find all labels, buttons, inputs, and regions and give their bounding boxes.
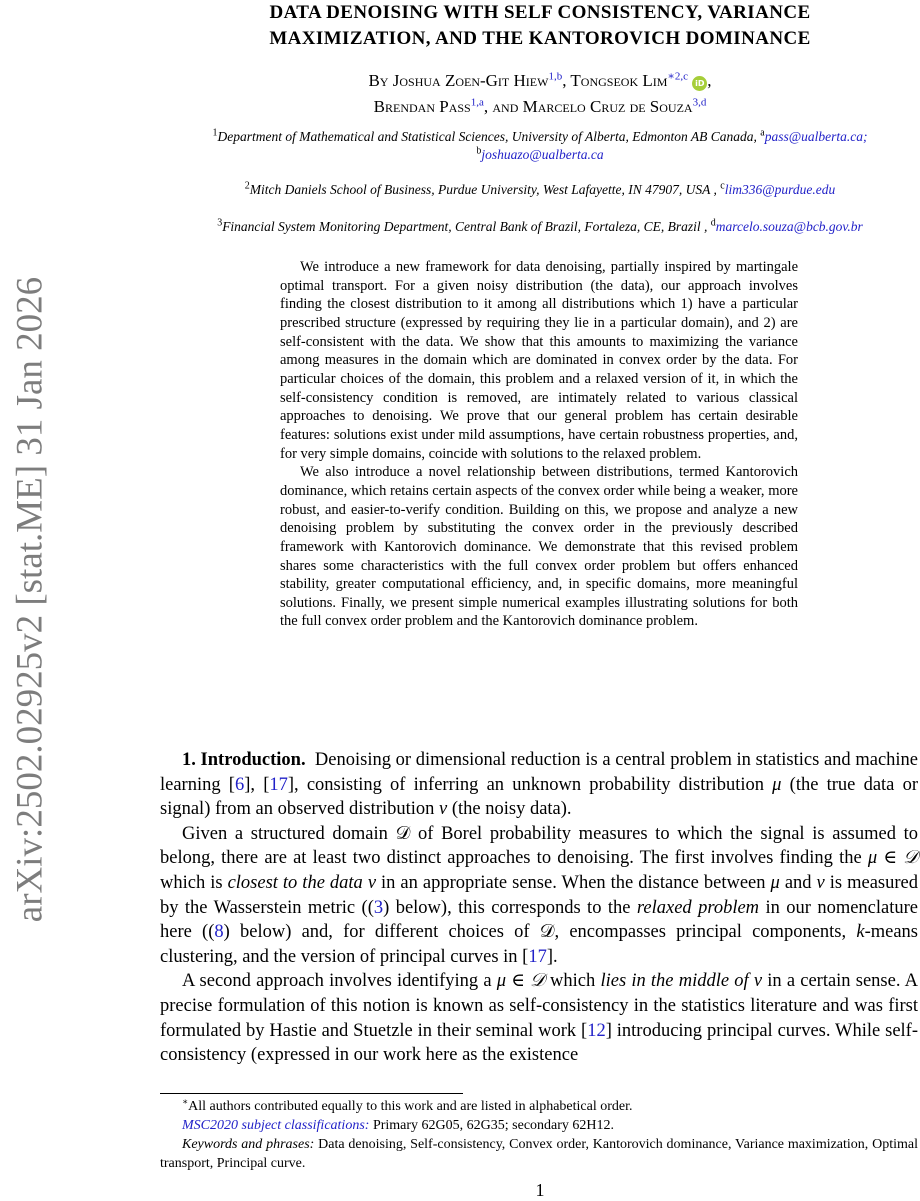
- equation-8-link[interactable]: 8: [214, 922, 224, 943]
- email-d-mark: d: [710, 217, 716, 229]
- footnote-equal-contribution: ∗All authors contributed equally to this work and are listed in alphabetical order.: [182, 1096, 633, 1114]
- author-line-2: Brendan Pass$^{1,a}$, and Marcelo Cruz de Souza$^{3,d}$: [373, 96, 707, 116]
- intro-paragraph-3: A second approach involves identifying a μ ∈ 𝒟 which lies in the middle of ν in a certain sense. A precise formulation of this notion is known as self-consistency in the statistics literature and was first formulated by Hastie and Stuetzle in their seminal work [12] introducing principal curves. While self-consistency (expressed in our work here as the existence: [160, 971, 918, 1066]
- author-line-1: By Joshua Zoen-Git Hiew$^{1,b}$, Tongseok Lim$^{∗2,c}$ iD ,: [368, 70, 712, 90]
- page-number: 1: [535, 1180, 545, 1200]
- citation-12-link[interactable]: 12: [587, 1020, 606, 1041]
- author-list: [160, 68, 920, 120]
- by-label: By: [368, 71, 389, 90]
- affiliation-2: [160, 181, 920, 199]
- email-pass-link[interactable]: pass@ualberta.ca;: [764, 129, 868, 144]
- arxiv-identifier-stamp: arXiv:2502.02925v2 [stat.ME] 31 Jan 2026: [9, 276, 51, 923]
- section-heading: 1. Introduction.: [182, 750, 306, 770]
- citation-17-link[interactable]: 17: [269, 774, 288, 795]
- paper-title: [160, 0, 920, 52]
- citation-17-link-2[interactable]: 17: [528, 946, 547, 967]
- author-hiew-affil-link[interactable]: 1,b: [548, 70, 563, 83]
- affil-2-number: 2: [244, 180, 250, 192]
- intro-paragraph-1: 1. Introduction. Denoising or dimensional reduction is a central problem in statistics and machine learning [6], [17], consisting of inferring an unknown probability distribution μ (the true data or signal) from an observed distribution ν (the noisy data).: [160, 750, 919, 820]
- author-pass-affil-link[interactable]: 1,a: [470, 96, 484, 109]
- email-a-mark: a: [760, 127, 765, 139]
- affil-1-text: Department of Mathematical and Statistical Sciences, University of Alberta, Edmonton AB Canada,: [217, 129, 757, 144]
- affil-2-text: Mitch Daniels School of Business, Purdue University, West Lafayette, IN 47907, USA ,: [249, 182, 717, 197]
- affil-3-number: 3: [217, 217, 223, 229]
- affiliation-3: [160, 218, 920, 236]
- author-lim-affil-link[interactable]: ∗2,c: [667, 70, 689, 83]
- email-c-mark: c: [720, 180, 725, 192]
- msc-classification-link[interactable]: MSC2020 subject classifications:: [182, 1118, 370, 1133]
- title-line-2: MAXIMIZATION, AND THE KANTOROVICH DOMINANCE: [269, 28, 811, 49]
- author-souza-affil-link[interactable]: 3,d: [692, 96, 707, 109]
- abstract: [280, 258, 798, 631]
- email-hiew-link[interactable]: joshuazo@ualberta.ca: [481, 147, 604, 162]
- author-hiew: Joshua Zoen-Git Hiew: [392, 71, 549, 90]
- email-b-mark: b: [476, 145, 482, 157]
- affil-3-text: Financial System Monitoring Department, Central Bank of Brazil, Fortaleza, CE, Brazil ,: [222, 219, 708, 234]
- author-souza: Marcelo Cruz de Souza: [522, 97, 693, 116]
- email-lim-link[interactable]: lim336@purdue.edu: [724, 182, 836, 197]
- footnote-keywords: Keywords and phrases: Data denoising, Self-consistency, Convex order, Kantorovich dominance, Variance maximization, Optimal transport, Principal curve.: [160, 1137, 919, 1171]
- affiliation-1: [160, 128, 920, 164]
- affil-1-number: 1: [212, 127, 218, 139]
- abstract-paragraph-1: We introduce a new framework for data denoising, partially inspired by martingale optimal transport. For a given noisy distribution (the data), our approach involves finding the closest distribution to it among all distributions which 1) have a particular prescribed structure (expressed by requiring they lie in a particular domain), and 2) are self-consistent with the data. We show that this amounts to maximizing the variance among measures in the domain which are dominated in convex order by the data. For particular choices of the domain, this problem and a relaxed version of it, in which the self-consistency condition is removed, are intimately related to various classical approaches to denoising. We prove that our general problem has certain desirable features: solutions exist under mild assumptions, have certain robustness properties, and, for very simple domains, coincide with solutions to the relaxed problem.: [280, 259, 798, 462]
- orcid-icon[interactable]: iD: [692, 76, 707, 91]
- author-lim: Tongseok Lim: [570, 71, 668, 90]
- title-line-1: DATA DENOISING WITH SELF CONSISTENCY, VARIANCE: [269, 2, 811, 23]
- footnote-msc: MSC2020 subject classifications: Primary 62G05, 62G35; secondary 62H12.: [182, 1118, 615, 1133]
- author-pass: Brendan Pass: [373, 97, 471, 116]
- introduction-section: [160, 748, 918, 1068]
- email-souza-link[interactable]: marcelo.souza@bcb.gov.br: [715, 219, 863, 234]
- intro-paragraph-2: Given a structured domain 𝒟 of Borel probability measures to which the signal is assumed to belong, there are at least two distinct approaches to denoising. The first involves finding the μ ∈ 𝒟 which is closest to the data ν in an appropriate sense. When the distance between μ and ν is measured by the Wasserstein metric ((3) below), this corresponds to the relaxed problem in our nomenclature here ((8) below) and, for different choices of 𝒟, encompasses principal components, k-means clustering, and the version of principal curves in [17].: [160, 823, 919, 967]
- footnotes: [160, 1097, 918, 1173]
- equation-3-link[interactable]: 3: [373, 897, 384, 918]
- citation-6-link[interactable]: 6: [234, 774, 245, 795]
- footnote-divider: [160, 1093, 463, 1094]
- and-label: and: [492, 97, 519, 116]
- abstract-paragraph-2: We also introduce a novel relationship between distributions, termed Kantorovich dominance, which retains certain aspects of the convex order while being a weaker, more robust, and easier-to-verify condition. Building on this, we propose and analyze a new denoising problem by substituting the convex order in the previously described framework with Kantorovich dominance. We demonstrate that this revised problem shares some characteristics with the full convex order problem but offers enhanced stability, greater computational efficiency, and, in specific domains, more meaningful solutions. Finally, we present simple numerical examples illustrating solutions for both the full convex order problem and the Kantorovich dominance problem.: [280, 464, 798, 630]
